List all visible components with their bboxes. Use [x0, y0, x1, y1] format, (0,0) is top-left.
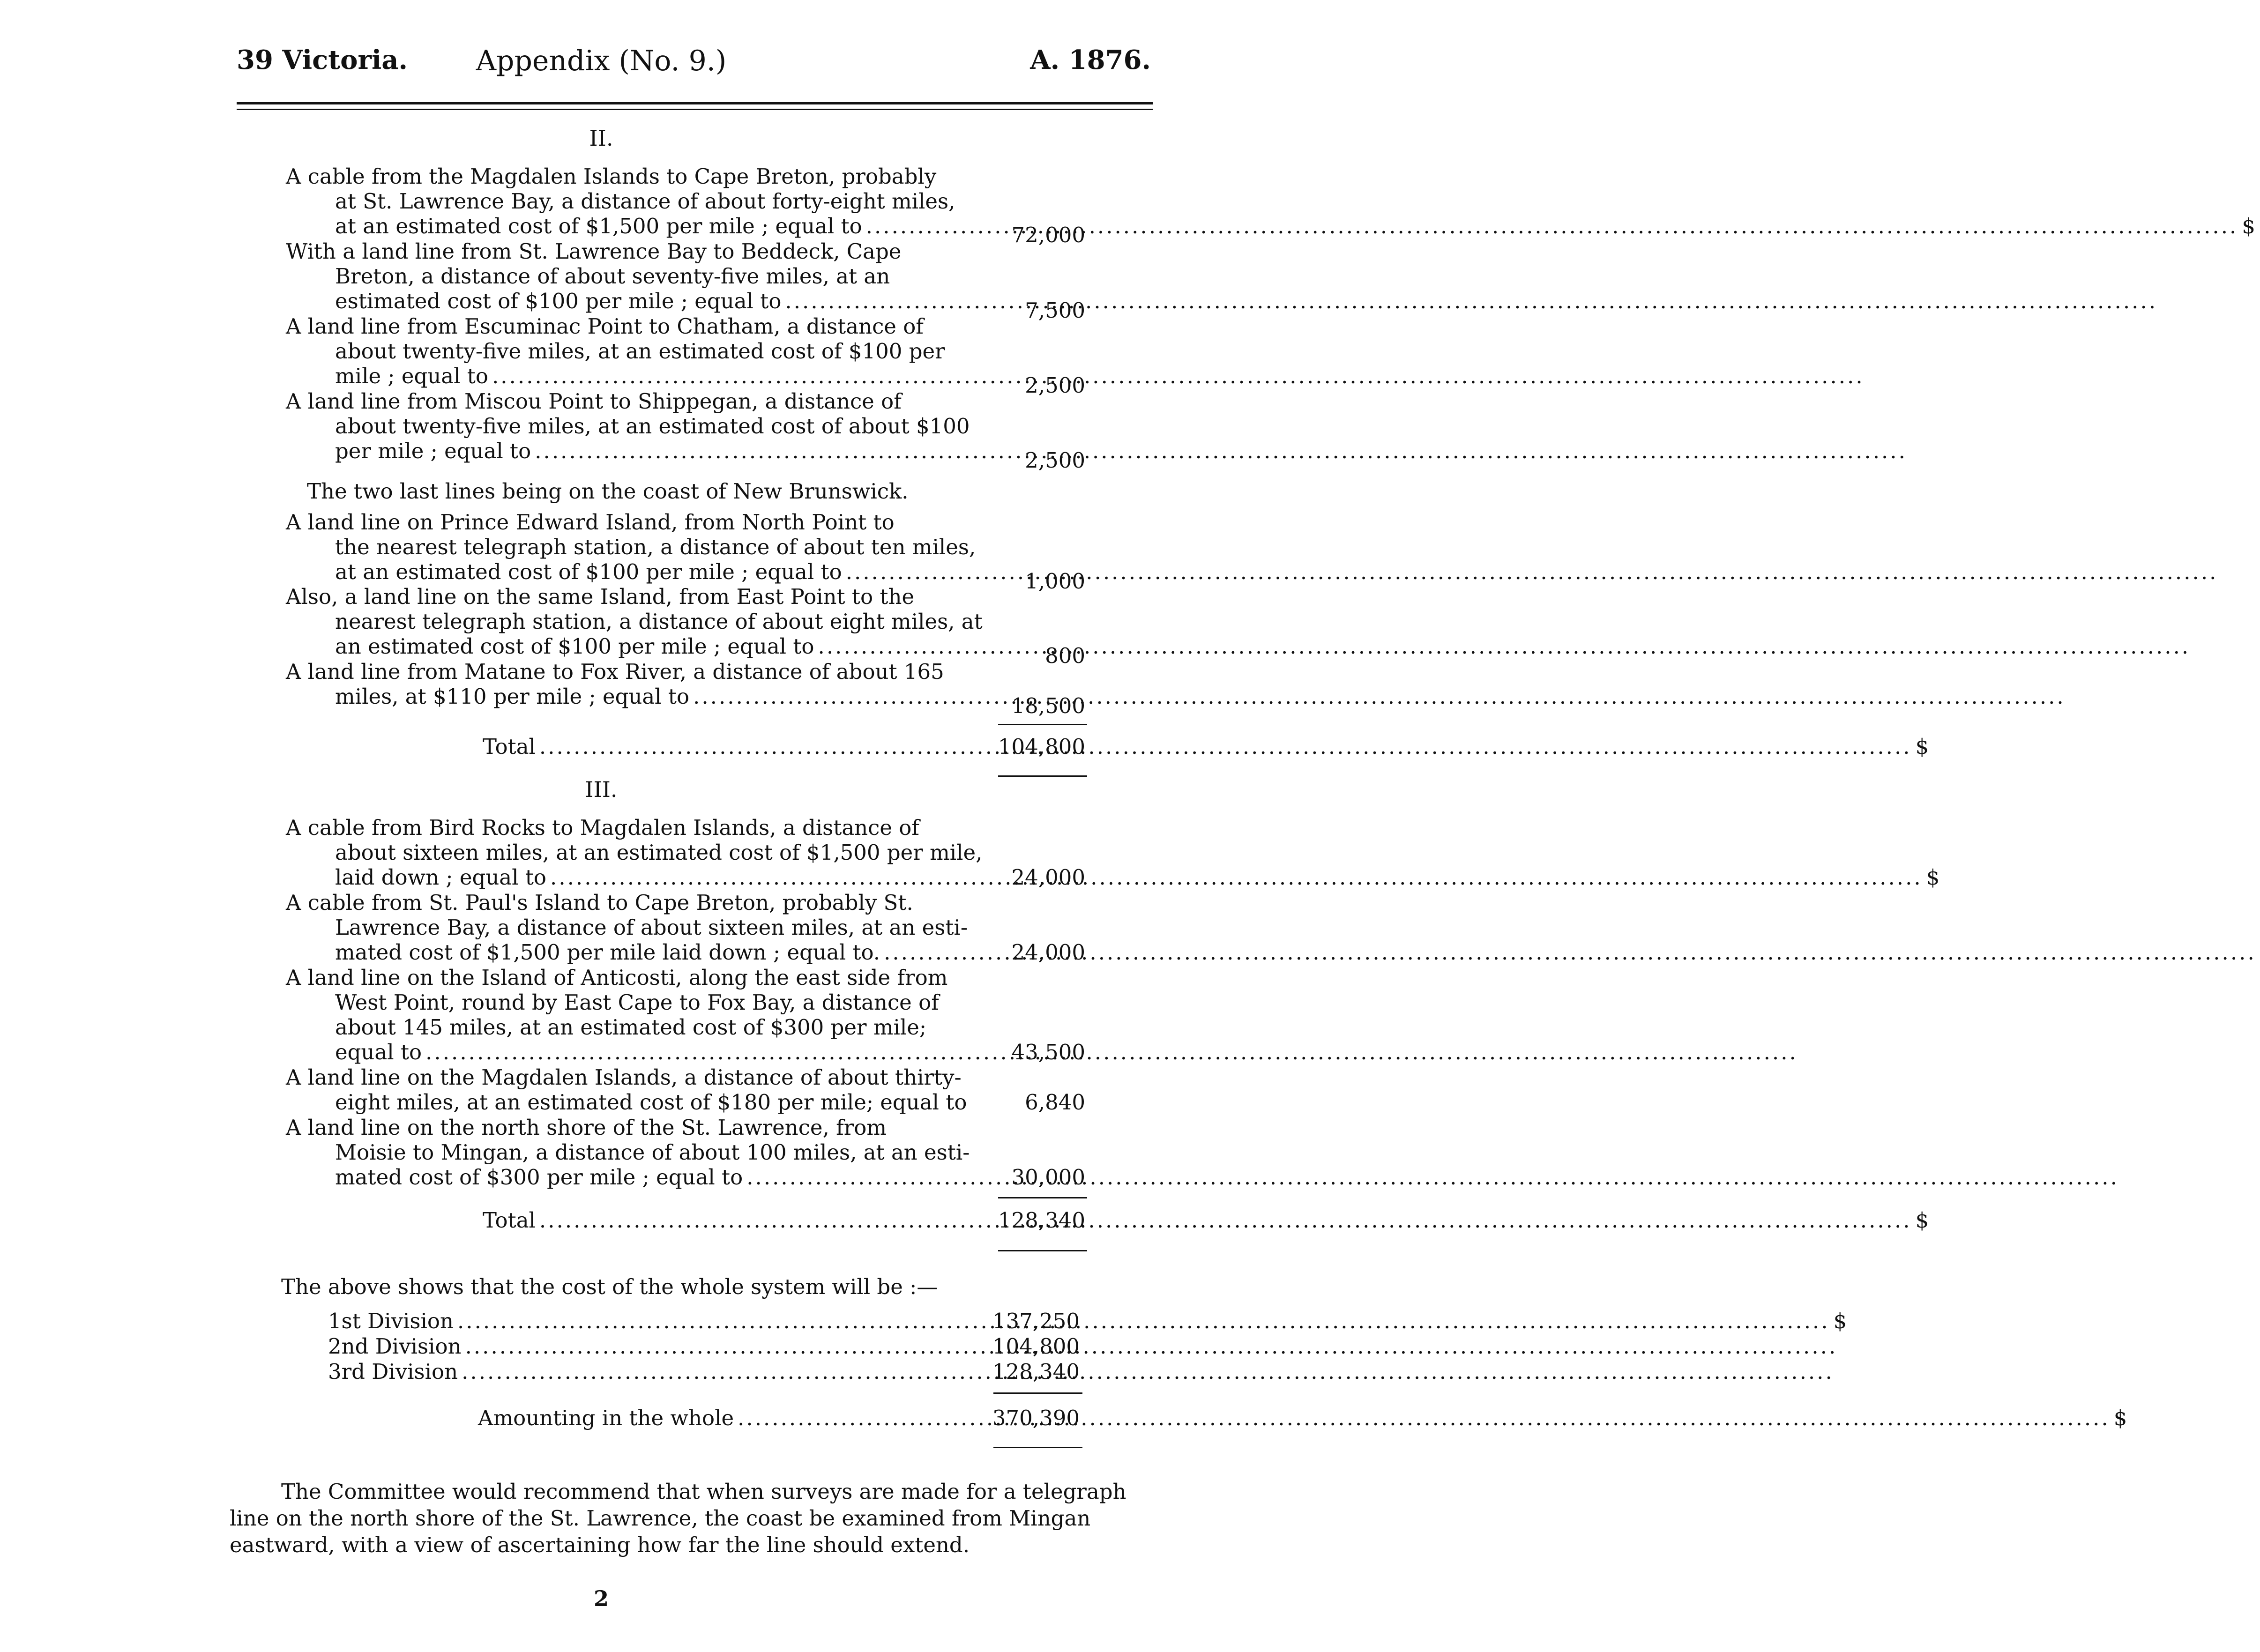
entry-line: A land line on the Magdalen Islands, a distance of about thirty- [286, 1065, 962, 1090]
entry-line: miles, at $110 per mile ; equal to [335, 684, 690, 709]
entry-line: A land line on the Island of Anticosti, along the east side from [286, 965, 948, 990]
page-number: 2 [593, 1586, 609, 1611]
entry-leader-line [286, 214, 2255, 238]
estimate-entry [286, 239, 1092, 313]
sum-rule [998, 724, 1087, 725]
entry-line: at an estimated cost of $100 per mile ; equal to [335, 559, 842, 584]
estimate-entry [286, 314, 1092, 388]
entry-line: eight miles, at an estimated cost of $180 per mile; equal to [335, 1090, 967, 1115]
estimate-entry [286, 890, 1092, 965]
closing-text: The Committee would recommend that when surveys are made for a telegraph line on the north shore of the St. Lawrence, the coast be examined from Mingan eastward, with a view of ascertaining how far the line should extend. [230, 1479, 1126, 1557]
estimate-entry [286, 584, 1092, 659]
amount-value: 7,500 [1025, 298, 1085, 323]
entry-line: about 145 miles, at an estimated cost of $300 per mile; [335, 1015, 927, 1040]
entry-line: A land line from Miscou Point to Shippegan, a distance of [286, 389, 902, 414]
total-label: Total [483, 1208, 536, 1233]
entry-line: laid down ; equal to [335, 865, 547, 890]
amount-value: 2,500 [1025, 373, 1085, 398]
estimate-entry [286, 815, 1940, 890]
division-label: 2nd Division [328, 1334, 462, 1359]
closing-paragraph [230, 1478, 1148, 1558]
entry-leader-line [286, 634, 1092, 659]
dot-leader [884, 940, 2256, 965]
entry-line: about twenty-five miles, at an estimated cost of about $100 [335, 414, 970, 439]
entry-line: Lawrence Bay, a distance of about sixteen miles, at an esti- [335, 915, 968, 940]
amount-value: 72,000 [1011, 223, 1085, 247]
entry-line: equal to [335, 1040, 422, 1064]
amount-value: 24,000 [1011, 940, 1085, 965]
header-session: 39 Victoria. [237, 45, 408, 75]
dollar-sign: $ [1926, 865, 1940, 890]
dollar-sign: $ [2242, 214, 2255, 238]
header-rule-thin [237, 109, 1153, 110]
dot-leader [550, 865, 1923, 890]
division-amount: 104,800 [992, 1334, 1080, 1359]
division-label: 3rd Division [328, 1359, 458, 1384]
entry-leader-line [286, 940, 1092, 965]
entry-line: With a land line from St. Lawrence Bay to Beddeck, Cape [286, 239, 902, 264]
entry-leader-line [286, 865, 1940, 890]
dot-leader [457, 1309, 1830, 1333]
entry-line: Also, a land line on the same Island, from East Point to the [286, 584, 915, 609]
entry-line: at St. Lawrence Bay, a distance of about forty-eight miles, [335, 189, 955, 214]
dot-leader [535, 439, 1907, 463]
estimate-entry [286, 965, 1092, 1064]
entry-leader-line [286, 1165, 1092, 1190]
dot-leader [818, 634, 2191, 659]
division-row [328, 1334, 998, 1359]
grand-total: 370,390 [992, 1406, 1080, 1430]
dot-leader [785, 289, 2157, 313]
entry-line: A cable from the Magdalen Islands to Cape Breton, probably [286, 164, 937, 189]
estimate-entry [286, 1065, 1092, 1115]
estimate-entry [286, 1115, 1092, 1190]
header-appendix: Appendix (No. 9.) [476, 45, 727, 77]
dollar-sign: $ [2113, 1406, 2127, 1430]
dot-leader [465, 1334, 1838, 1359]
entry-line: A land line from Matane to Fox River, a distance of about 165 [286, 659, 944, 684]
coast-note: The two last lines being on the coast of New Brunswick. [307, 479, 909, 504]
section-heading-ii: II. [589, 126, 613, 151]
entry-leader-line [286, 1040, 1092, 1064]
entry-line: mated cost of $1,500 per mile laid down ; equal to. [335, 940, 880, 965]
entry-line: about sixteen miles, at an estimated cost of $1,500 per mile, [335, 840, 983, 865]
amount-value: 2,500 [1025, 448, 1085, 473]
dot-leader [492, 364, 1865, 388]
section-iii-total: 128,340 [998, 1208, 1085, 1233]
division-amount: 128,340 [992, 1359, 1080, 1384]
estimate-entry [286, 510, 1092, 584]
entry-line: the nearest telegraph station, a distance of about ten miles, [335, 535, 976, 559]
division-label: 1st Division [328, 1309, 454, 1333]
amount-value: 18,500 [1011, 693, 1085, 718]
section-ii-total: 104,800 [998, 734, 1085, 759]
entry-line: A land line on the north shore of the St. Lawrence, from [286, 1115, 887, 1140]
entry-line: estimated cost of $100 per mile ; equal to [335, 289, 782, 313]
amount-value: 30,000 [1011, 1165, 1085, 1190]
header-year: A. 1876. [1030, 45, 1151, 75]
dot-leader [425, 1040, 1798, 1064]
entry-line: Moisie to Mingan, a distance of about 100 miles, at an esti- [335, 1140, 970, 1165]
entry-line: per mile ; equal to [335, 439, 531, 463]
amount-value: 800 [1045, 643, 1085, 668]
entry-line: A land line from Escuminac Point to Chatham, a distance of [286, 314, 924, 339]
division-amount: 137,250 [992, 1309, 1080, 1333]
dot-leader [738, 1406, 2110, 1430]
dot-leader [539, 1208, 1912, 1233]
entry-leader-line [286, 684, 1092, 709]
amount-value: 6,840 [1025, 1090, 1085, 1115]
dollar-sign: $ [1915, 734, 1929, 759]
dot-leader [746, 1165, 2119, 1190]
dot-leader [539, 734, 1912, 759]
entry-line: mated cost of $300 per mile ; equal to [335, 1165, 743, 1190]
entry-line: an estimated cost of $100 per mile ; equal to [335, 634, 814, 659]
dot-leader [693, 684, 2066, 709]
entry-line: about twenty-five miles, at an estimated cost of $100 per [335, 339, 945, 364]
header-rule [237, 102, 1153, 104]
sum-rule [993, 1392, 1082, 1394]
entry-line: Breton, a distance of about seventy-five miles, at an [335, 264, 890, 289]
summary-intro: The above shows that the cost of the whole system will be :— [281, 1274, 938, 1299]
sum-rule [993, 1447, 1082, 1448]
grand-total-label: Amounting in the whole [478, 1406, 734, 1430]
dot-leader [462, 1359, 1834, 1384]
division-row [328, 1359, 998, 1384]
entry-leader-line [286, 439, 1092, 463]
entry-line: West Point, round by East Cape to Fox Bay, a distance of [335, 990, 939, 1015]
entry-line: nearest telegraph station, a distance of about eight miles, at [335, 609, 983, 634]
total-label: Total [483, 734, 536, 759]
entry-line: mile ; equal to [335, 364, 488, 388]
estimate-entry [286, 659, 1092, 709]
amount-value: 43,500 [1011, 1040, 1085, 1064]
entry-line: A land line on Prince Edward Island, from North Point to [286, 510, 895, 535]
amount-value: 1,000 [1025, 569, 1085, 594]
amount-value: 24,000 [1011, 865, 1085, 890]
dollar-sign: $ [1833, 1309, 1847, 1333]
sum-rule [998, 1197, 1087, 1198]
entry-leader-line [286, 364, 1092, 388]
estimate-entry [286, 389, 1092, 463]
entry-line: A cable from St. Paul's Island to Cape Breton, probably St. [286, 890, 913, 915]
entry-leader-line [286, 289, 1092, 313]
dollar-sign: $ [1915, 1208, 1929, 1233]
sum-rule [998, 1250, 1087, 1251]
entry-line: A cable from Bird Rocks to Magdalen Islands, a distance of [286, 815, 920, 840]
entry-leader-line [286, 559, 1092, 584]
entry-line: at an estimated cost of $1,500 per mile ; equal to [335, 214, 862, 238]
section-heading-iii: III. [585, 777, 618, 802]
estimate-entry [286, 164, 2255, 238]
